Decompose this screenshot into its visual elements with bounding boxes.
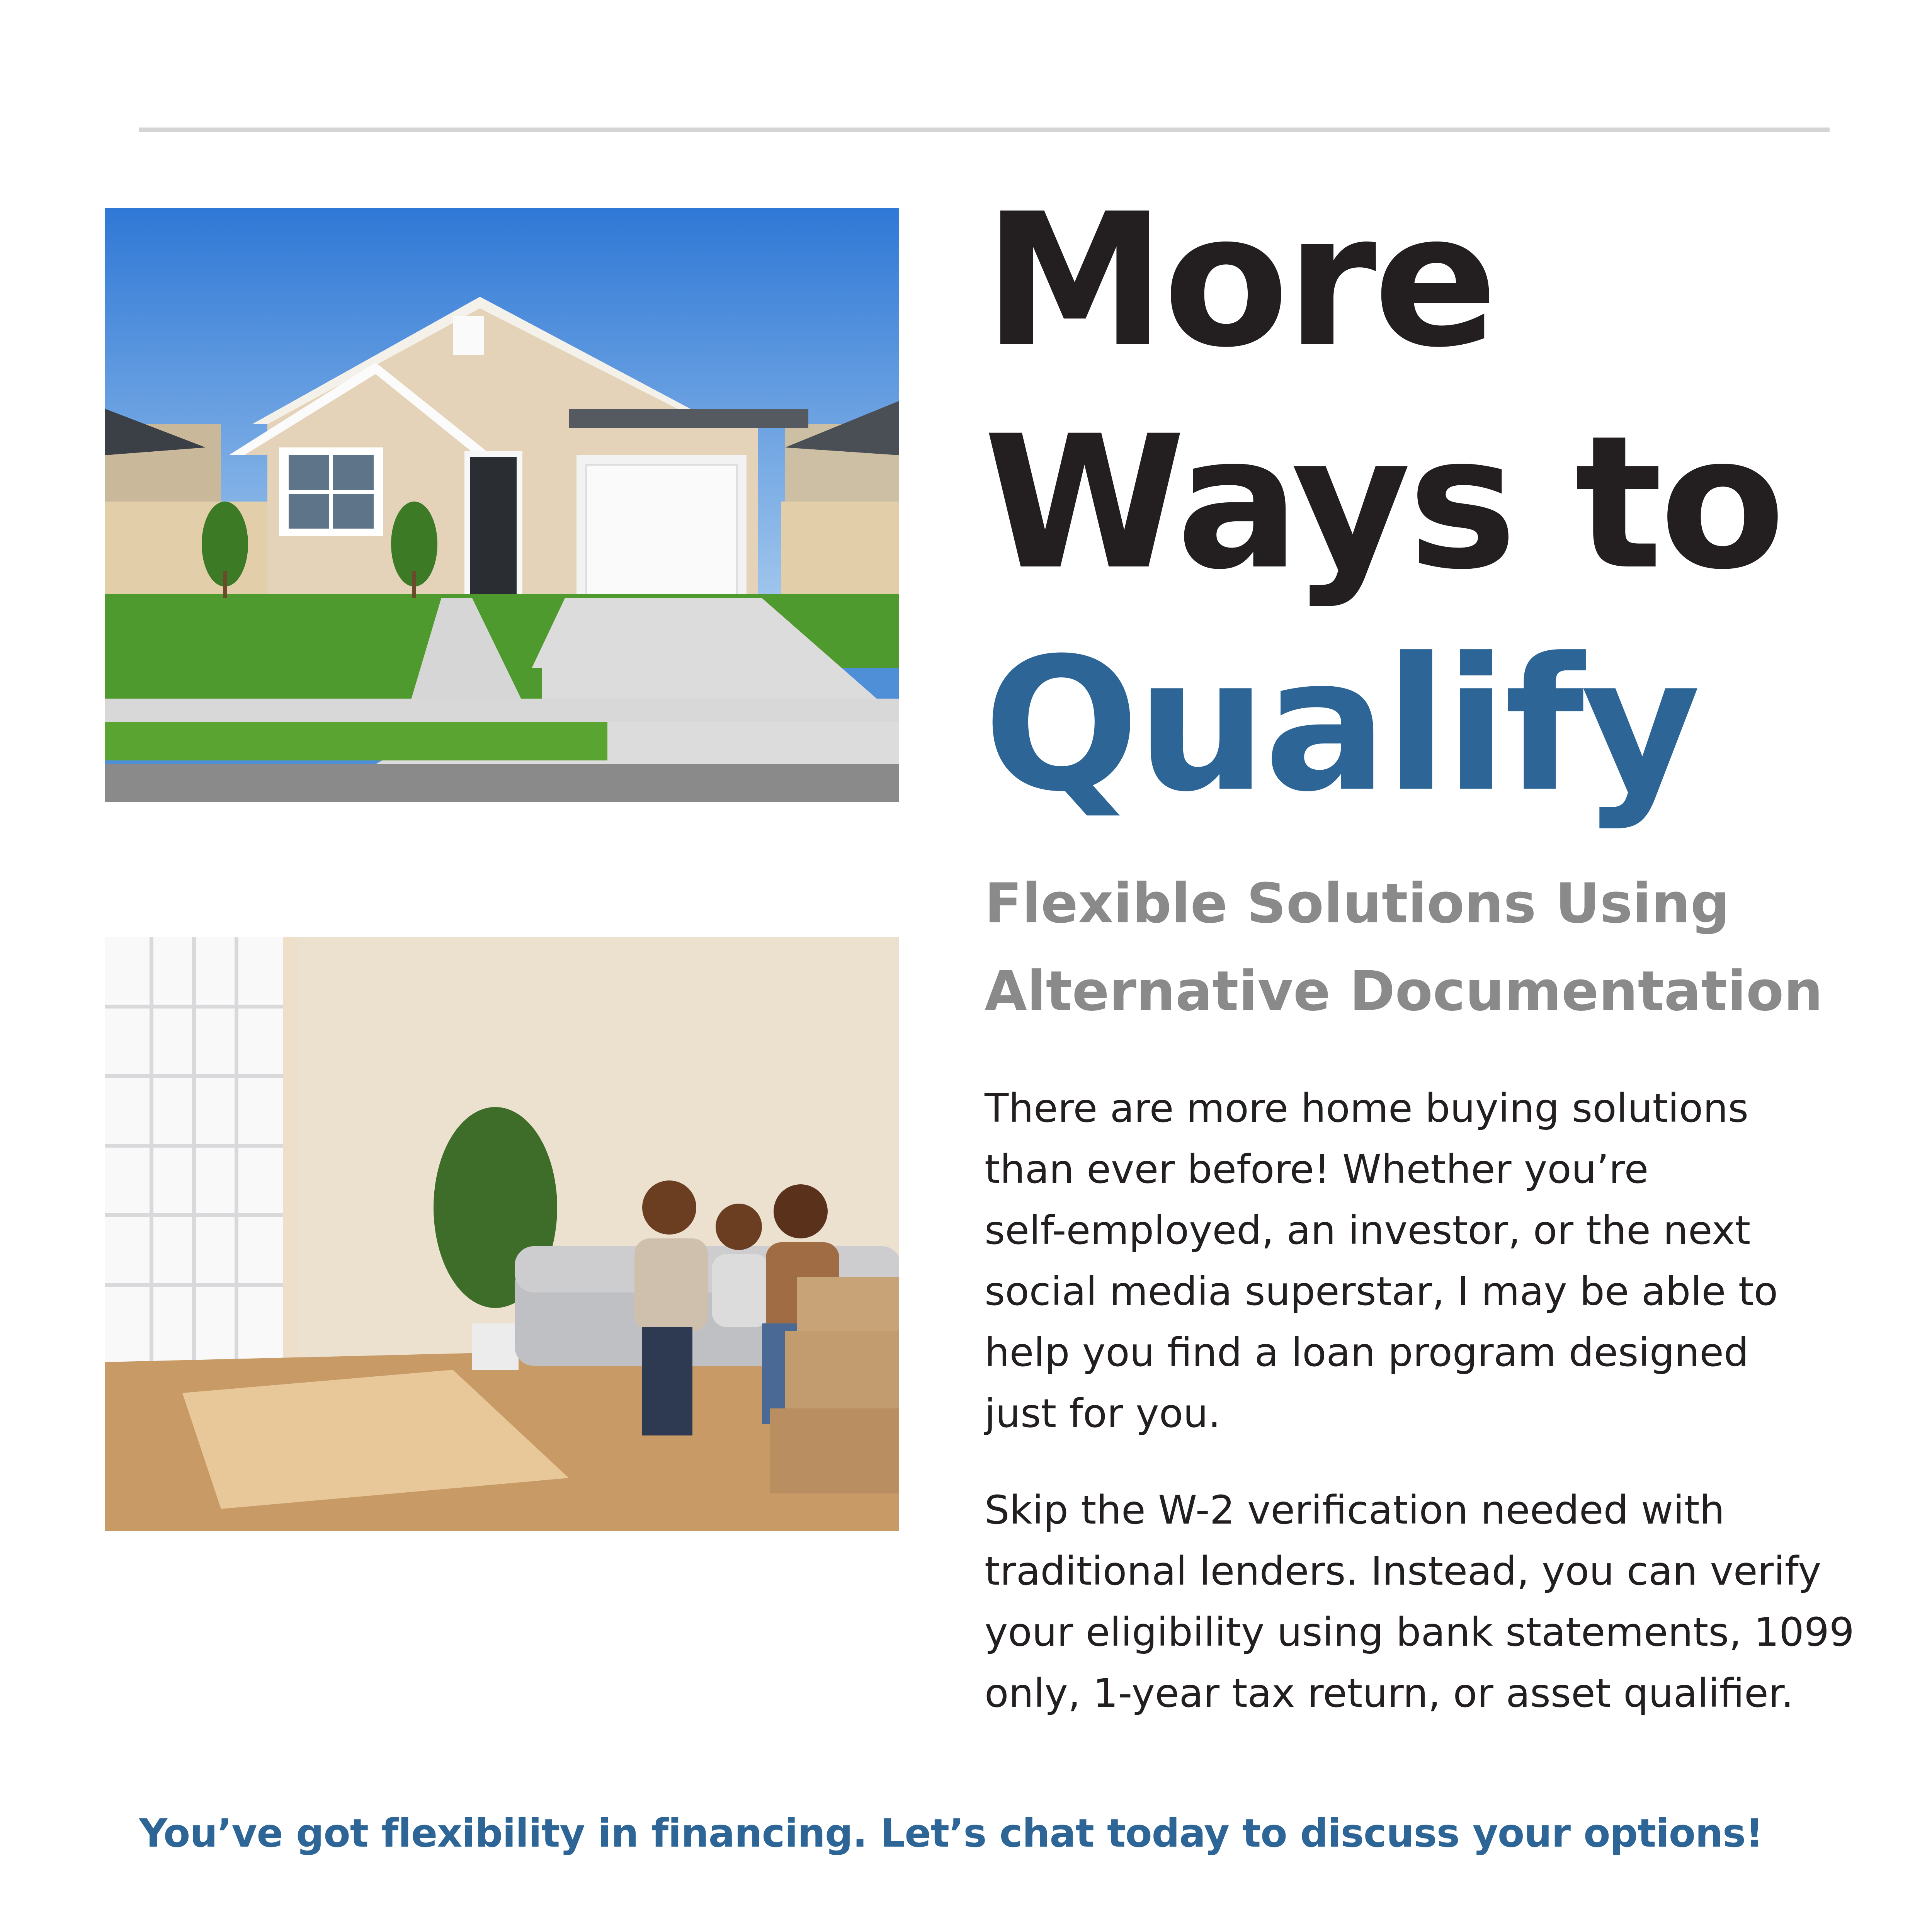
headline-line-1: More [983, 174, 1495, 388]
paragraph-line: traditional lenders. Instead, you can verify [985, 1548, 1821, 1594]
intro-paragraph [985, 1078, 1873, 1444]
paragraph-line: your eligibility using bank statements, 1099 [985, 1609, 1854, 1655]
paragraph-line: Skip the W-2 verification needed with [985, 1487, 1725, 1533]
verification-paragraph [985, 1480, 1893, 1724]
subheading [985, 860, 1823, 1035]
headline [983, 170, 1782, 837]
subheading-line-1: Flexible Solutions Using [985, 872, 1730, 935]
headline-line-3: Qualify [983, 619, 1698, 832]
house-photo [105, 208, 899, 802]
call-to-action: You’ve got flexibility in financing. Let’s chat today to discuss your options! [139, 1810, 1763, 1856]
paragraph-line: self-employed, an investor, or the next [985, 1208, 1751, 1253]
paragraph-line: help you find a loan program designed [985, 1330, 1749, 1376]
paragraph-line: There are more home buying solutions [985, 1085, 1749, 1131]
top-divider-rule [139, 128, 1830, 132]
headline-line-2: Ways to [983, 396, 1783, 610]
family-photo [105, 937, 899, 1531]
paragraph-line: than ever before! Whether you’re [985, 1146, 1649, 1192]
paragraph-line: just for you. [985, 1391, 1221, 1437]
subheading-line-2: Alternative Documentation [985, 959, 1823, 1023]
paragraph-line: only, 1-year tax return, or asset qualifier. [985, 1670, 1794, 1716]
paragraph-line: social media superstar, I may be able to [985, 1269, 1778, 1315]
